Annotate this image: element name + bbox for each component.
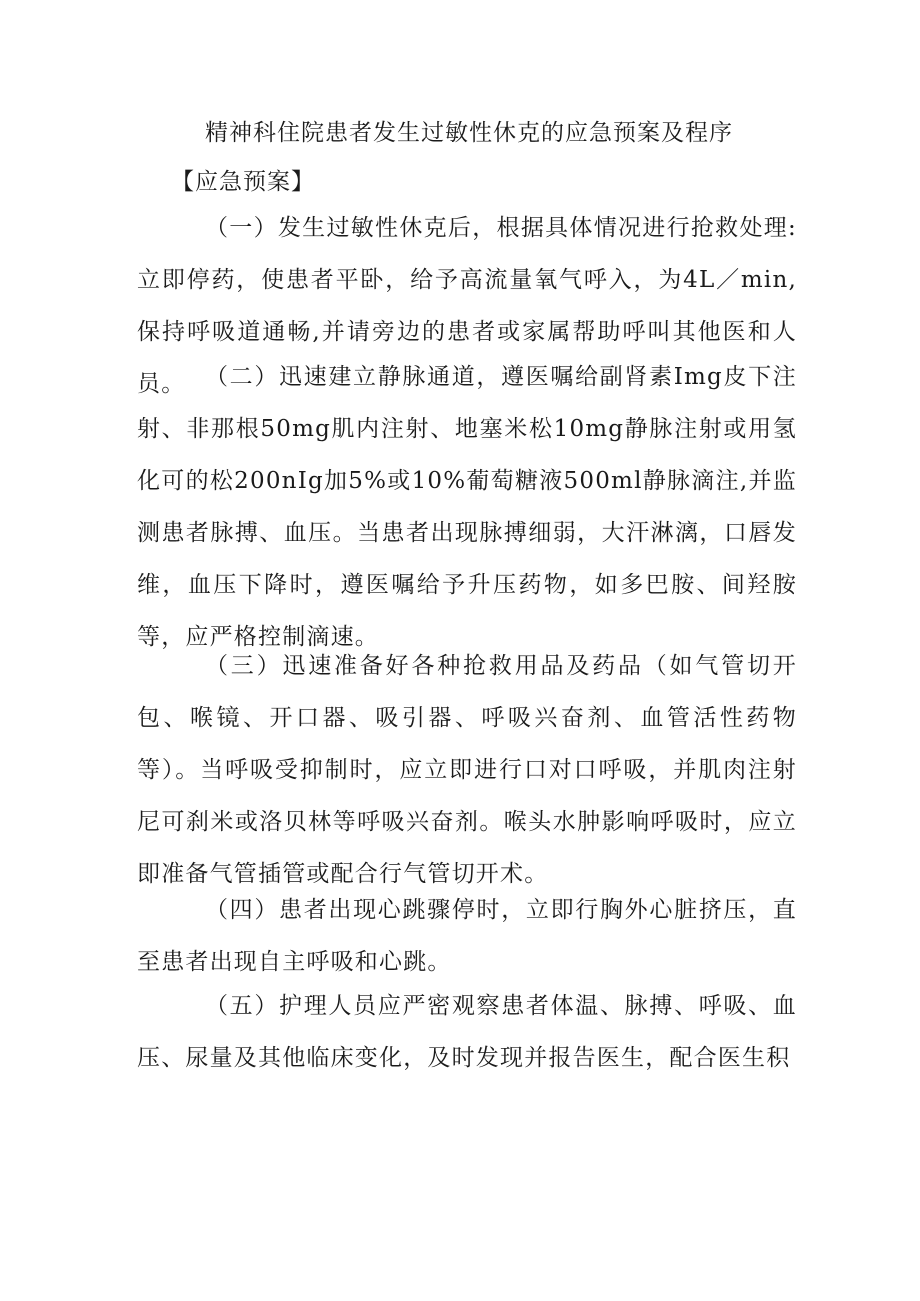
section-heading: 【应急预案】 bbox=[171, 169, 315, 195]
paragraph-5: （五）护理人员应严密观察患者体温、脉搏、呼吸、血压、尿量及其他临床变化，及时发现并报告医生，配合医生积 bbox=[137, 993, 797, 1071]
paragraph-4: （四）患者出现心跳骤停时，立即行胸外心脏挤压，直至患者出现自主呼吸和心跳。 bbox=[137, 897, 797, 975]
paragraph-1: （一）发生过敏性休克后，根据具体情况进行抢救处理:立即停药，使患者平卧，给予高流量氧气呼入，为4L／min,保持呼吸道通畅,并请旁边的患者或家属帮助呼叫其他医和人员。 bbox=[137, 215, 797, 397]
paragraph-2: （二）迅速建立静脉通道，遵医嘱给副肾素Img皮下注射、非那根50mg肌内注射、地塞米松10mg静脉注射或用氢化可的松200nIg加5%或10%葡萄糖液500ml静脉滴注,并监测患者脉搏、血压。当患者出现脉搏细弱，大汗淋漓，口唇发维，血压下降时，遵医嘱给予升压药物，如多巴胺、间羟胺等，应严格控制滴速。 bbox=[137, 364, 797, 650]
document-title: 精神科住院患者发生过敏性休克的应急预案及程序 bbox=[205, 120, 733, 146]
paragraph-3: （三）迅速准备好各种抢救用品及药品（如气管切开包、喉镜、开口器、吸引器、呼吸兴奋剂、血管活性药物等）。当呼吸受抑制时，应立即进行口对口呼吸，并肌肉注射尼可刹米或洛贝林等呼吸兴奋剂。喉头水肿影响呼吸时，应立即准备气管插管或配合行气管切开术。 bbox=[137, 653, 797, 887]
